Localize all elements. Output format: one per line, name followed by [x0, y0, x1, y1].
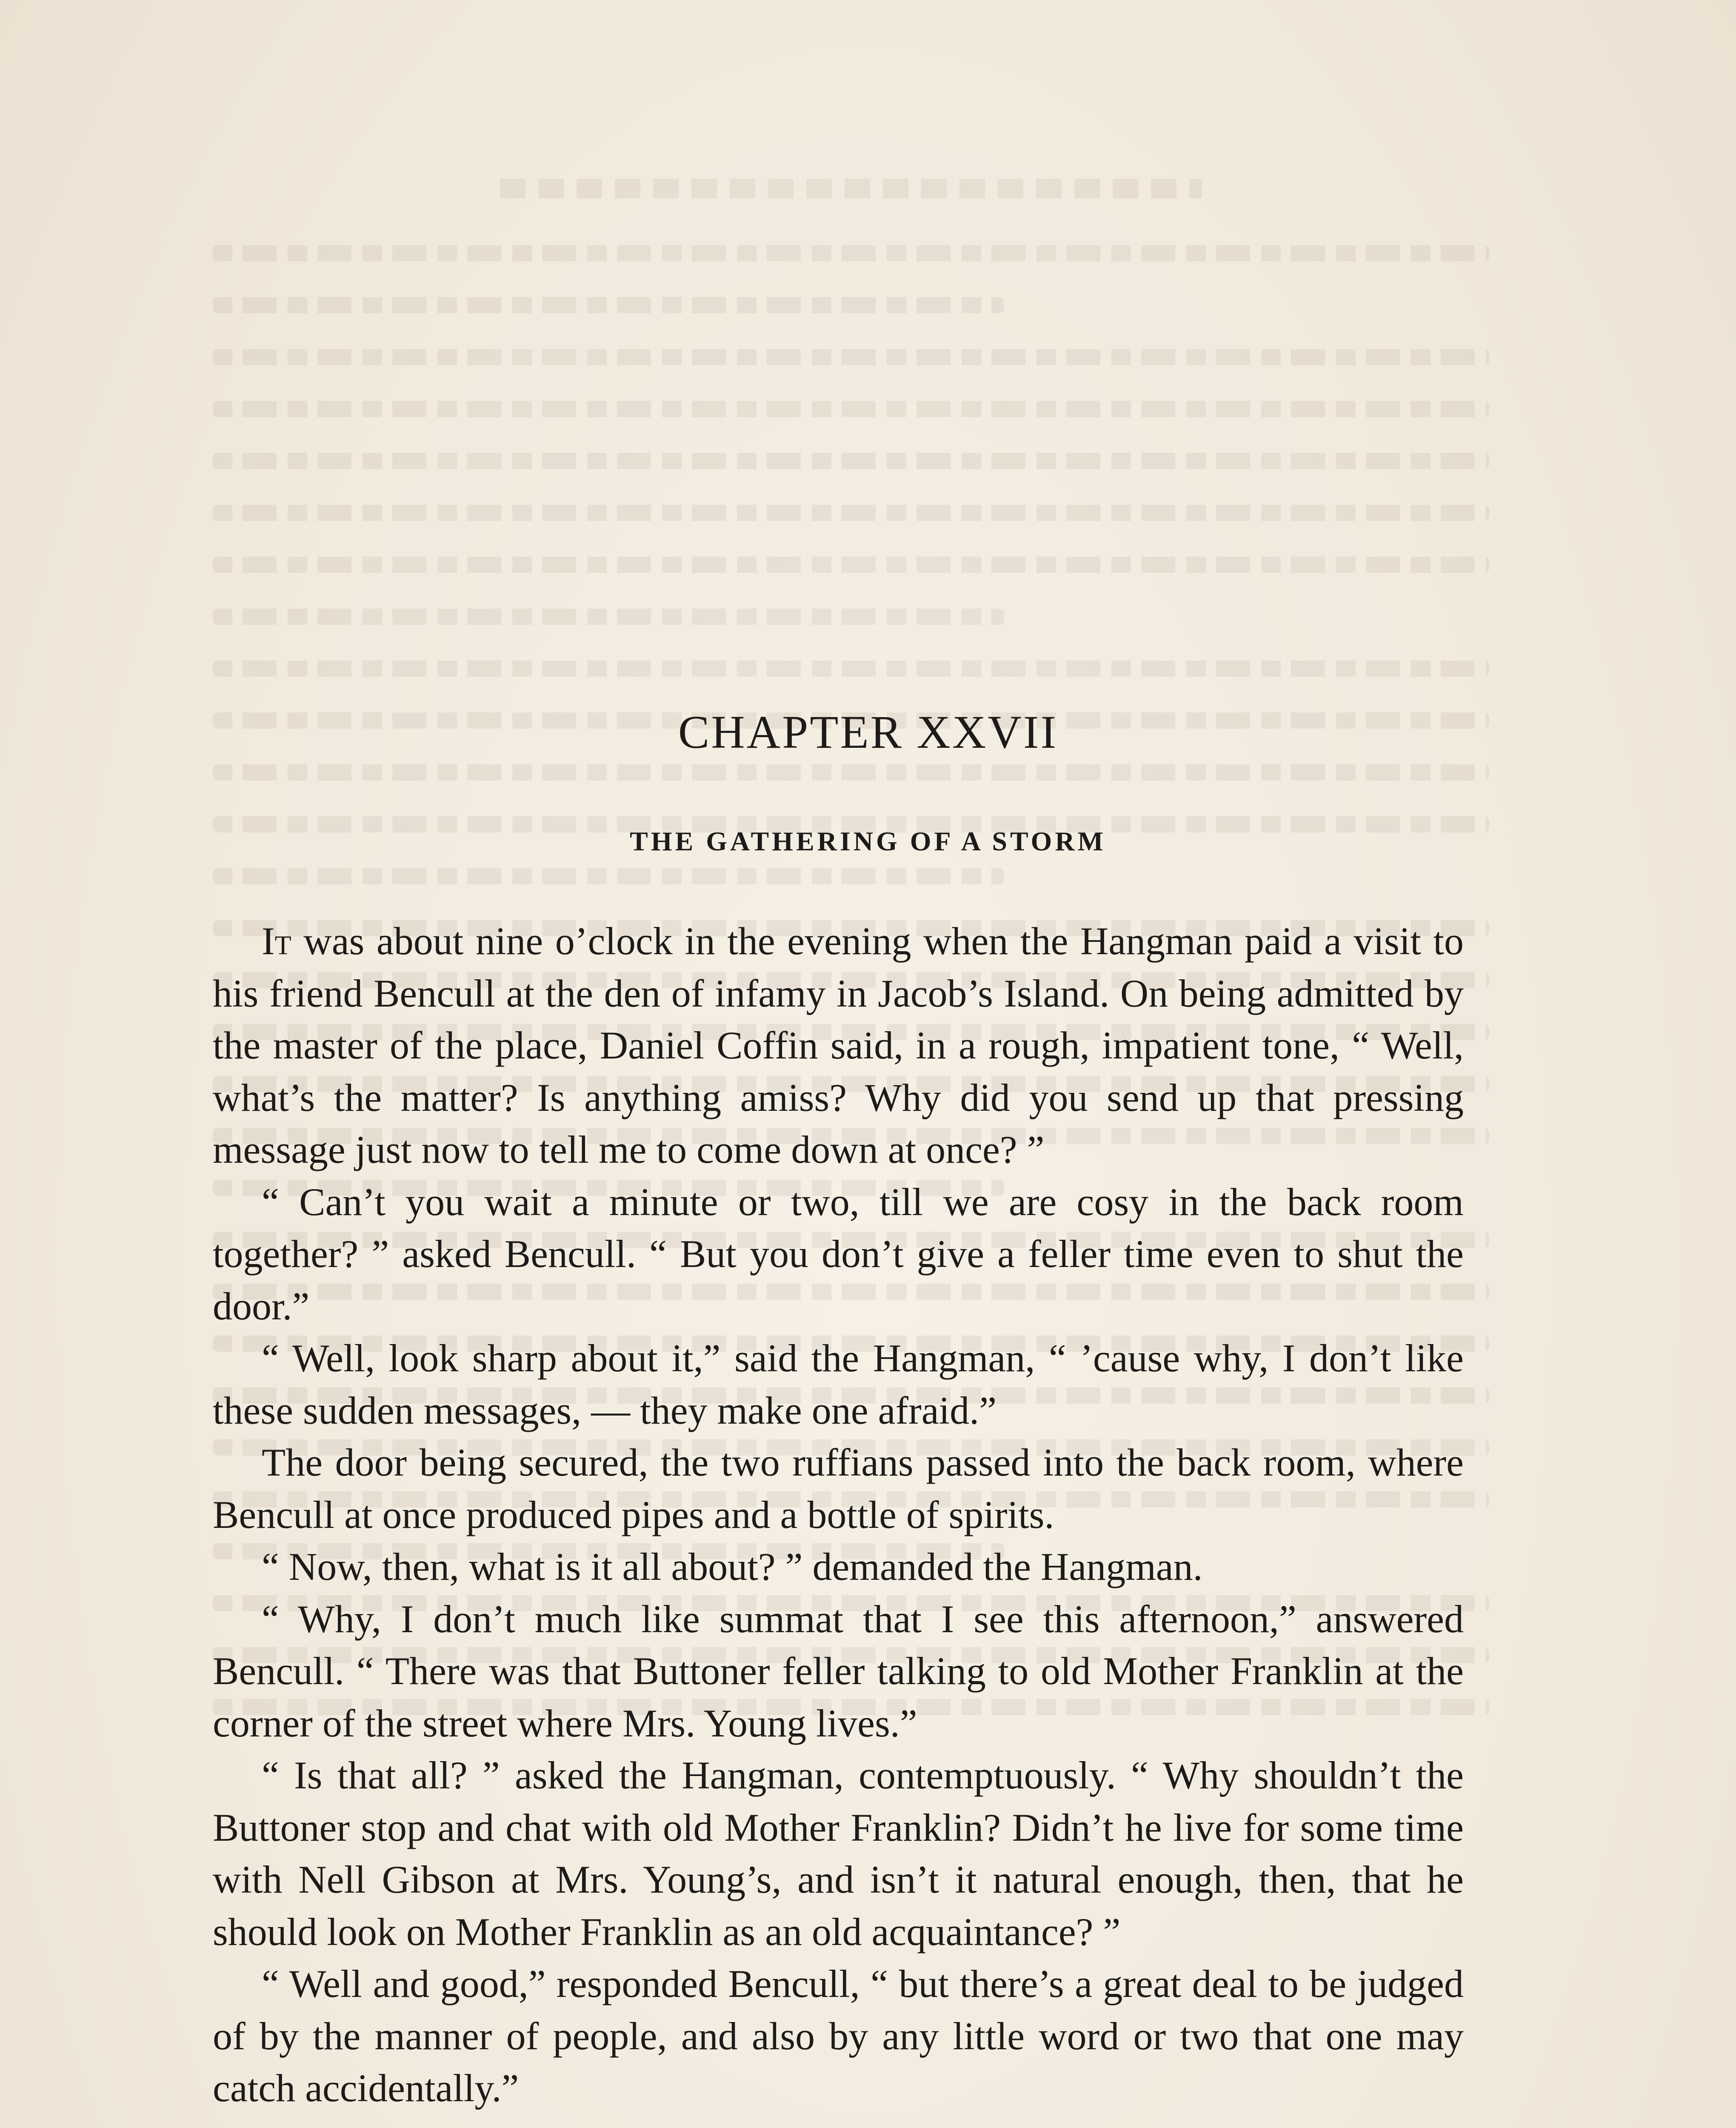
- paragraph: [213, 915, 1464, 1176]
- chapter-body: [213, 915, 1464, 2114]
- paragraph-text: “ Well and good,” responded Bencull, “ but there’s a great deal to be judged of by the manner of people, and also by any little word or two that one may catch accidentally.”: [213, 1962, 1464, 2110]
- paragraph-lead: It: [262, 919, 291, 963]
- paragraph: [213, 1958, 1464, 2114]
- paragraph: [213, 1541, 1464, 1593]
- paragraph-text: “ Can’t you wait a minute or two, till we are cosy in the back room together? ” asked Bencull. “ But you don’t give a feller time even to shut the door.”: [213, 1180, 1464, 1328]
- chapter-subtitle: THE GATHERING OF A STORM: [630, 826, 1106, 856]
- paragraph-text: “ Why, I don’t much like summat that I see this afternoon,” answered Bencull. “ There was that Buttoner feller talking to old Mother Franklin at the corner of the street where Mrs. Young lives.”: [213, 1597, 1464, 1745]
- paragraph: [213, 1593, 1464, 1750]
- paragraph: [213, 1176, 1464, 1333]
- paragraph: [213, 1436, 1464, 1541]
- paragraph: [213, 1749, 1464, 1958]
- paragraph-text: The door being secured, the two ruffians passed into the back room, where Bencull at once produced pipes and a bottle of spirits.: [213, 1441, 1464, 1536]
- paragraph-text: “ Now, then, what is it all about? ” demanded the Hangman.: [262, 1545, 1203, 1588]
- paragraph-text: “ Is that all? ” asked the Hangman, contemptuously. “ Why shouldn’t the Buttoner stop and chat with old Mother Franklin? Didn’t he live for some time with Nell Gibson at Mrs. Young’s, and isn’t it natural enough, then, that he should look on Mother Franklin as an old acquaintance? ”: [213, 1753, 1464, 1954]
- paragraph-text: was about nine o’clock in the evening when the Hangman paid a visit to his friend Bencull at the den of infamy in Jacob’s Island. On being admitted by the master of the place, Daniel Coffin said, in a rough, impatient tone, “ Well, what’s the matter? Is anything amiss? Why did you send up that pressing message just now to tell me to come down at once? ”: [213, 919, 1464, 1171]
- paragraph-text: “ Well, look sharp about it,” said the Hangman, “ ’cause why, I don’t like these sudden messages, — they make one afraid.”: [213, 1336, 1464, 1432]
- paragraph: [213, 1332, 1464, 1436]
- chapter-title: CHAPTER XXVII: [678, 706, 1058, 758]
